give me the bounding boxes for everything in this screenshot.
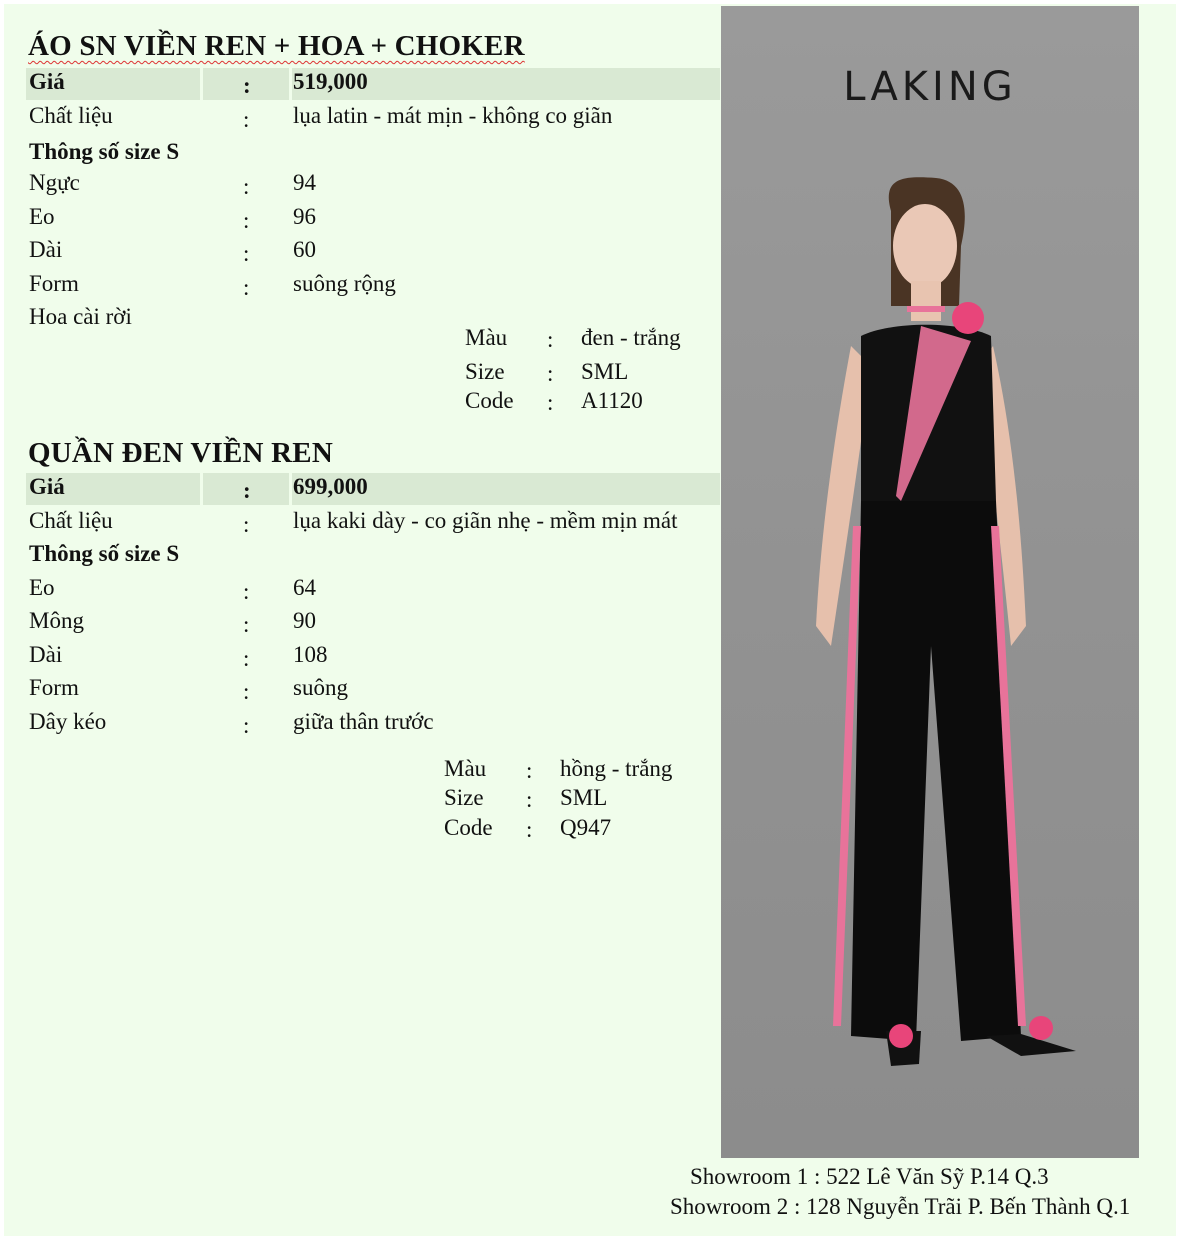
product2-spec-label: Form [29, 675, 79, 700]
product2-code: Q947 [560, 815, 612, 840]
product1-spec-colon: : [243, 241, 250, 266]
product2-size-header: Thông số size S [29, 541, 180, 566]
product2-spec-value: 108 [293, 642, 328, 667]
product1-code-colon: : [547, 390, 554, 415]
product2-spec-colon: : [243, 646, 250, 671]
product1-size-colon: : [547, 361, 554, 386]
product2-spec-label: Eo [29, 575, 55, 600]
product2-spec-colon: : [243, 713, 250, 738]
product1-title-text: ÁO SN VIỀN REN + HOA + CHOKER [28, 30, 525, 62]
product1-size-label: Size [465, 359, 505, 384]
product2-material-colon: : [243, 512, 250, 537]
product1-size: SML [581, 359, 629, 384]
product1-color-label: Màu [465, 325, 508, 350]
product1-spec-colon: : [243, 208, 250, 233]
product1-spec-value: 60 [293, 237, 316, 262]
product2-price-label: Giá [29, 474, 65, 499]
product1-price-colon: : [243, 73, 251, 98]
product1-spec-colon: : [243, 275, 250, 300]
product1-color-colon: : [547, 327, 554, 352]
product1-code-label: Code [465, 388, 514, 413]
product2-material-label: Chất liệu [29, 508, 113, 533]
product1-spec-label: Dài [29, 237, 63, 262]
product2-spec-value: 90 [293, 608, 316, 633]
product1-material-label: Chất liệu [29, 103, 113, 128]
product1-spec-label: Form [29, 271, 79, 296]
product2-code-colon: : [526, 817, 533, 842]
product1-spec-value: 94 [293, 170, 316, 195]
product2-color: hồng - trắng [560, 756, 673, 781]
product2-color-label: Màu [444, 756, 487, 781]
product1-note: Hoa cài rời [29, 304, 132, 329]
product1-material: lụa latin - mát mịn - không co giãn [293, 103, 613, 128]
product-photo [721, 6, 1139, 1158]
product1-code: A1120 [581, 388, 643, 413]
product2-color-colon: : [526, 758, 533, 783]
product2-spec-label: Dây kéo [29, 709, 107, 734]
product2-size-label: Size [444, 785, 484, 810]
product2-spec-colon: : [243, 579, 250, 604]
product1-spec-label: Ngực [29, 170, 80, 195]
product1-size-header: Thông số size S [29, 139, 180, 164]
product2-code-label: Code [444, 815, 493, 840]
product2-spec-value: suông [293, 675, 348, 700]
model-figure [721, 6, 1139, 1158]
product2-spec-value: giữa thân trước [293, 709, 434, 734]
product1-color: đen - trắng [581, 325, 681, 350]
product1-material-colon: : [243, 107, 250, 132]
product1-spec-colon: : [243, 174, 250, 199]
product2-title: QUẦN ĐEN VIỀN REN [28, 437, 333, 469]
product2-spec-value: 64 [293, 575, 316, 600]
product1-price: 519,000 [293, 69, 368, 94]
product2-material: lụa kaki dày - co giãn nhẹ - mềm mịn mát [293, 508, 678, 533]
product2-size: SML [560, 785, 608, 810]
brand-logo: LAKING [843, 64, 1017, 110]
product1-spec-label: Eo [29, 204, 55, 229]
showroom-1: Showroom 1 : 522 Lê Văn Sỹ P.14 Q.3 [690, 1164, 1049, 1189]
product1-price-label: Giá [29, 69, 65, 94]
product2-size-colon: : [526, 787, 533, 812]
product1-spec-value: 96 [293, 204, 316, 229]
product1-title [28, 30, 525, 63]
product2-spec-colon: : [243, 679, 250, 704]
product2-price-colon: : [243, 478, 251, 503]
product2-price: 699,000 [293, 474, 368, 499]
product1-spec-value: suông rộng [293, 271, 396, 296]
product2-spec-label: Mông [29, 608, 84, 633]
showroom-2: Showroom 2 : 128 Nguyễn Trãi P. Bến Thành Q.1 [670, 1194, 1131, 1219]
product2-spec-label: Dài [29, 642, 63, 667]
product2-spec-colon: : [243, 612, 250, 637]
